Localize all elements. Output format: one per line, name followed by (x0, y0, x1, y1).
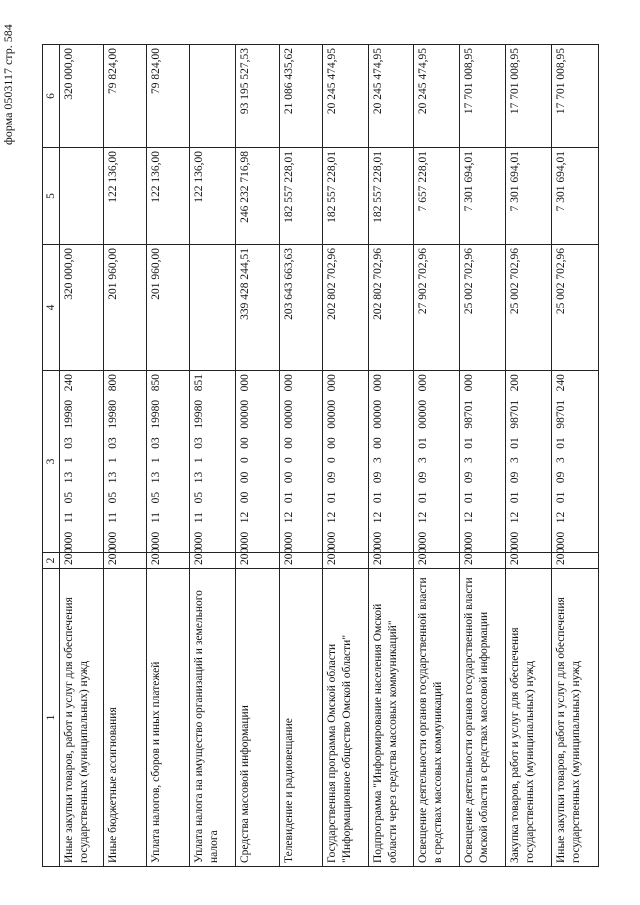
row-kbk-cell (236, 371, 280, 553)
kbk-code-part: 0 (283, 457, 296, 463)
kbk-code-part: 1 (107, 457, 120, 464)
kbk-code-part: 13 (107, 471, 120, 484)
kbk-code-part: 01 (509, 491, 522, 504)
kbk-code-part: 05 (63, 491, 76, 504)
kbk-code-parts (416, 374, 430, 549)
row-approved-cell: 203 643 663,63 (280, 245, 323, 371)
kbk-code-part: 09 (326, 471, 339, 484)
row-executed-cell: 182 557 228,01 (280, 148, 323, 245)
row-name-cell: Иные закупки товаров, работ и услуг для обеспечения государственных (муниципальных) нужд (60, 569, 104, 867)
row-name-cell: Иные бюджетные ассигнования (104, 569, 147, 867)
kbk-code-part: 11 (193, 512, 206, 524)
table-row (60, 45, 104, 867)
report-table (42, 44, 599, 867)
row-remaining-cell: 20 245 474,95 (414, 45, 460, 148)
kbk-code-part: 000 (107, 531, 120, 549)
row-approved-cell: 202 802 702,96 (323, 245, 369, 371)
row-executed-cell: 7 301 694,01 (552, 148, 599, 245)
row-approved-cell: 320 000,00 (60, 245, 104, 371)
table-row (236, 45, 280, 867)
row-kbk-cell (414, 371, 460, 553)
kbk-code-parts (554, 374, 568, 549)
row-executed-cell: 7 301 694,01 (460, 148, 506, 245)
kbk-code-part: 11 (107, 512, 120, 524)
kbk-code-part: 01 (417, 491, 430, 504)
kbk-code-part: 1 (150, 457, 163, 464)
kbk-code-parts (282, 374, 296, 549)
row-name-cell: Иные закупки товаров, работ и услуг для обеспечения государственных (муниципальных) нужд (552, 569, 599, 867)
kbk-code-part: 03 (150, 437, 163, 449)
row-remaining-cell: 17 701 008,95 (460, 45, 506, 148)
row-code-cell: 200 (460, 553, 506, 569)
kbk-code-part: 000 (417, 374, 430, 392)
kbk-code-part: 00000 (326, 399, 339, 429)
table-row (323, 45, 369, 867)
kbk-code-part: 12 (372, 511, 385, 524)
kbk-code-parts (371, 374, 385, 549)
kbk-code-part: 98701 (463, 399, 476, 429)
kbk-code-part: 00 (239, 437, 252, 449)
kbk-code-part: 19980 (63, 399, 76, 429)
table-row (552, 45, 599, 867)
kbk-code-part: 000 (463, 374, 476, 392)
row-code-cell: 200 (323, 553, 369, 569)
table-row (190, 45, 236, 867)
row-approved-cell (190, 245, 236, 371)
kbk-code-parts (149, 374, 163, 549)
kbk-code-part: 000 (239, 531, 252, 549)
kbk-code-part: 12 (326, 511, 339, 524)
kbk-code-part: 01 (283, 491, 296, 504)
row-approved-cell: 339 428 244,51 (236, 245, 280, 371)
row-executed-cell (60, 148, 104, 245)
table-row (104, 45, 147, 867)
kbk-code-part: 03 (107, 437, 120, 449)
kbk-code-part: 3 (555, 457, 568, 463)
row-code-cell: 200 (236, 553, 280, 569)
kbk-code-part: 800 (107, 374, 120, 392)
kbk-code-parts (508, 374, 522, 549)
kbk-code-part: 1 (193, 457, 206, 464)
row-name-cell: Телевидение и радиовещание (280, 569, 323, 867)
kbk-code-part: 19980 (107, 399, 120, 429)
kbk-code-part: 01 (463, 491, 476, 504)
kbk-code-parts (238, 374, 252, 549)
row-executed-cell: 182 557 228,01 (323, 148, 369, 245)
kbk-code-part: 000 (372, 374, 385, 392)
kbk-code-part: 19980 (193, 399, 206, 429)
row-remaining-cell: 320 000,00 (60, 45, 104, 148)
column-header-5: 5 (43, 148, 60, 245)
row-kbk-cell (190, 371, 236, 553)
kbk-code-part: 000 (283, 374, 296, 392)
row-code-cell: 200 (414, 553, 460, 569)
row-executed-cell: 122 136,00 (104, 148, 147, 245)
kbk-code-part: 11 (150, 512, 163, 524)
kbk-code-part: 000 (283, 531, 296, 549)
row-kbk-cell (147, 371, 190, 553)
table-row (369, 45, 414, 867)
kbk-code-part: 03 (193, 437, 206, 449)
kbk-code-part: 98701 (555, 399, 568, 429)
kbk-code-part: 01 (509, 437, 522, 449)
row-code-cell: 200 (280, 553, 323, 569)
kbk-code-part: 3 (509, 457, 522, 463)
column-header-1: 1 (43, 569, 60, 867)
kbk-code-part: 01 (372, 491, 385, 504)
row-code-cell: 200 (552, 553, 599, 569)
kbk-code-part: 12 (239, 511, 252, 524)
kbk-code-parts (106, 374, 120, 549)
row-kbk-cell (60, 371, 104, 553)
header-row (43, 45, 60, 867)
column-header-6: 6 (43, 45, 60, 148)
kbk-code-part: 13 (193, 471, 206, 484)
row-code-cell: 200 (190, 553, 236, 569)
column-header-4: 4 (43, 245, 60, 371)
row-name-cell: Средства массовой информации (236, 569, 280, 867)
table-row (460, 45, 506, 867)
table-row (506, 45, 552, 867)
kbk-code-part: 12 (555, 511, 568, 524)
row-code-cell: 200 (147, 553, 190, 569)
row-approved-cell: 25 002 702,96 (460, 245, 506, 371)
table-row (280, 45, 323, 867)
row-kbk-cell (506, 371, 552, 553)
kbk-code-part: 200 (509, 374, 522, 392)
kbk-code-part: 03 (63, 437, 76, 449)
kbk-code-part: 12 (509, 511, 522, 524)
row-approved-cell: 25 002 702,96 (506, 245, 552, 371)
row-code-cell: 200 (60, 553, 104, 569)
row-approved-cell: 201 960,00 (104, 245, 147, 371)
row-approved-cell: 27 902 702,96 (414, 245, 460, 371)
row-remaining-cell: 17 701 008,95 (506, 45, 552, 148)
kbk-code-part: 19980 (150, 399, 163, 429)
row-kbk-cell (280, 371, 323, 553)
row-remaining-cell (190, 45, 236, 148)
row-name-cell: Освещение деятельности органов государственной власти Омской области в средствах массовой информации (460, 569, 506, 867)
row-name-cell: Уплата налога на имущество организаций и земельного налога (190, 569, 236, 867)
kbk-code-part: 00 (283, 437, 296, 449)
kbk-code-part: 01 (417, 437, 430, 449)
kbk-code-part: 00000 (283, 399, 296, 429)
kbk-code-part: 000 (326, 531, 339, 549)
row-kbk-cell (323, 371, 369, 553)
column-header-3: 3 (43, 371, 60, 553)
row-code-cell: 200 (104, 553, 147, 569)
kbk-code-part: 00 (239, 471, 252, 484)
kbk-code-part: 00000 (372, 399, 385, 429)
kbk-code-part: 000 (150, 531, 163, 549)
kbk-code-part: 01 (463, 437, 476, 449)
kbk-code-part: 240 (63, 374, 76, 392)
row-code-cell: 200 (369, 553, 414, 569)
row-remaining-cell: 20 245 474,95 (369, 45, 414, 148)
kbk-code-part: 00 (283, 471, 296, 484)
row-remaining-cell: 21 086 435,62 (280, 45, 323, 148)
row-name-cell: Государственная программа Омской области "Информационное общество Омской области" (323, 569, 369, 867)
kbk-code-part: 3 (417, 457, 430, 463)
kbk-code-part: 05 (193, 491, 206, 504)
column-header-2: 2 (43, 553, 60, 569)
kbk-code-part: 00000 (417, 399, 430, 429)
row-name-cell: Уплата налогов, сборов и иных платежей (147, 569, 190, 867)
row-executed-cell: 182 557 228,01 (369, 148, 414, 245)
row-executed-cell: 246 232 716,98 (236, 148, 280, 245)
kbk-code-part: 0 (239, 457, 252, 463)
kbk-code-part: 850 (150, 374, 163, 392)
row-remaining-cell: 79 824,00 (104, 45, 147, 148)
kbk-code-part: 00 (239, 491, 252, 504)
kbk-code-part: 1 (63, 457, 76, 464)
row-kbk-cell (104, 371, 147, 553)
kbk-code-parts (62, 374, 76, 549)
kbk-code-part: 01 (555, 491, 568, 504)
row-code-cell: 200 (506, 553, 552, 569)
row-name-cell: Закупка товаров, работ и услуг для обеспечения государственных (муниципальных) нужд (506, 569, 552, 867)
row-approved-cell: 201 960,00 (147, 245, 190, 371)
row-kbk-cell (460, 371, 506, 553)
row-remaining-cell: 93 195 527,53 (236, 45, 280, 148)
kbk-code-part: 09 (417, 471, 430, 484)
kbk-code-part: 000 (63, 531, 76, 549)
kbk-code-part: 000 (193, 531, 206, 549)
table-row (147, 45, 190, 867)
kbk-code-part: 11 (63, 512, 76, 524)
row-kbk-cell (369, 371, 414, 553)
kbk-code-parts (192, 374, 206, 549)
kbk-code-part: 000 (555, 531, 568, 549)
kbk-code-part: 05 (107, 491, 120, 504)
kbk-code-part: 3 (372, 457, 385, 463)
kbk-code-part: 00 (326, 437, 339, 449)
row-name-cell: Подпрограмма "Информирование населения Омской области через средства массовых коммуникаций" (369, 569, 414, 867)
kbk-code-part: 00000 (239, 399, 252, 429)
row-name-cell: Освещение деятельности органов государственной власти в средствах массовых коммуникаций (414, 569, 460, 867)
kbk-code-part: 98701 (509, 399, 522, 429)
row-remaining-cell: 17 701 008,95 (552, 45, 599, 148)
kbk-code-part: 13 (63, 471, 76, 484)
kbk-code-parts (462, 374, 476, 549)
kbk-code-part: 000 (372, 531, 385, 549)
kbk-code-part: 000 (239, 374, 252, 392)
kbk-code-part: 01 (326, 491, 339, 504)
row-executed-cell: 7 301 694,01 (506, 148, 552, 245)
kbk-code-part: 000 (326, 374, 339, 392)
kbk-code-part: 09 (555, 471, 568, 484)
kbk-code-part: 240 (555, 374, 568, 392)
kbk-code-part: 851 (193, 374, 206, 392)
kbk-code-part: 01 (555, 437, 568, 449)
kbk-code-part: 3 (463, 457, 476, 463)
row-executed-cell: 7 657 228,01 (414, 148, 460, 245)
row-approved-cell: 25 002 702,96 (552, 245, 599, 371)
kbk-code-part: 09 (463, 471, 476, 484)
kbk-code-part: 05 (150, 491, 163, 504)
row-executed-cell: 122 136,00 (147, 148, 190, 245)
kbk-code-part: 000 (509, 531, 522, 549)
kbk-code-parts (325, 374, 339, 549)
kbk-code-part: 000 (417, 531, 430, 549)
kbk-code-part: 12 (283, 511, 296, 524)
table-row (414, 45, 460, 867)
kbk-code-part: 0 (326, 457, 339, 463)
kbk-code-part: 000 (463, 531, 476, 549)
kbk-code-part: 09 (372, 471, 385, 484)
kbk-code-part: 12 (417, 511, 430, 524)
kbk-code-part: 00 (372, 437, 385, 449)
row-approved-cell: 202 802 702,96 (369, 245, 414, 371)
kbk-code-part: 12 (463, 511, 476, 524)
kbk-code-part: 13 (150, 471, 163, 484)
row-remaining-cell: 79 824,00 (147, 45, 190, 148)
row-remaining-cell: 20 245 474,95 (323, 45, 369, 148)
row-executed-cell: 122 136,00 (190, 148, 236, 245)
row-kbk-cell (552, 371, 599, 553)
kbk-code-part: 09 (509, 471, 522, 484)
form-label: форма 0503117 стр. 584 (1, 24, 15, 145)
